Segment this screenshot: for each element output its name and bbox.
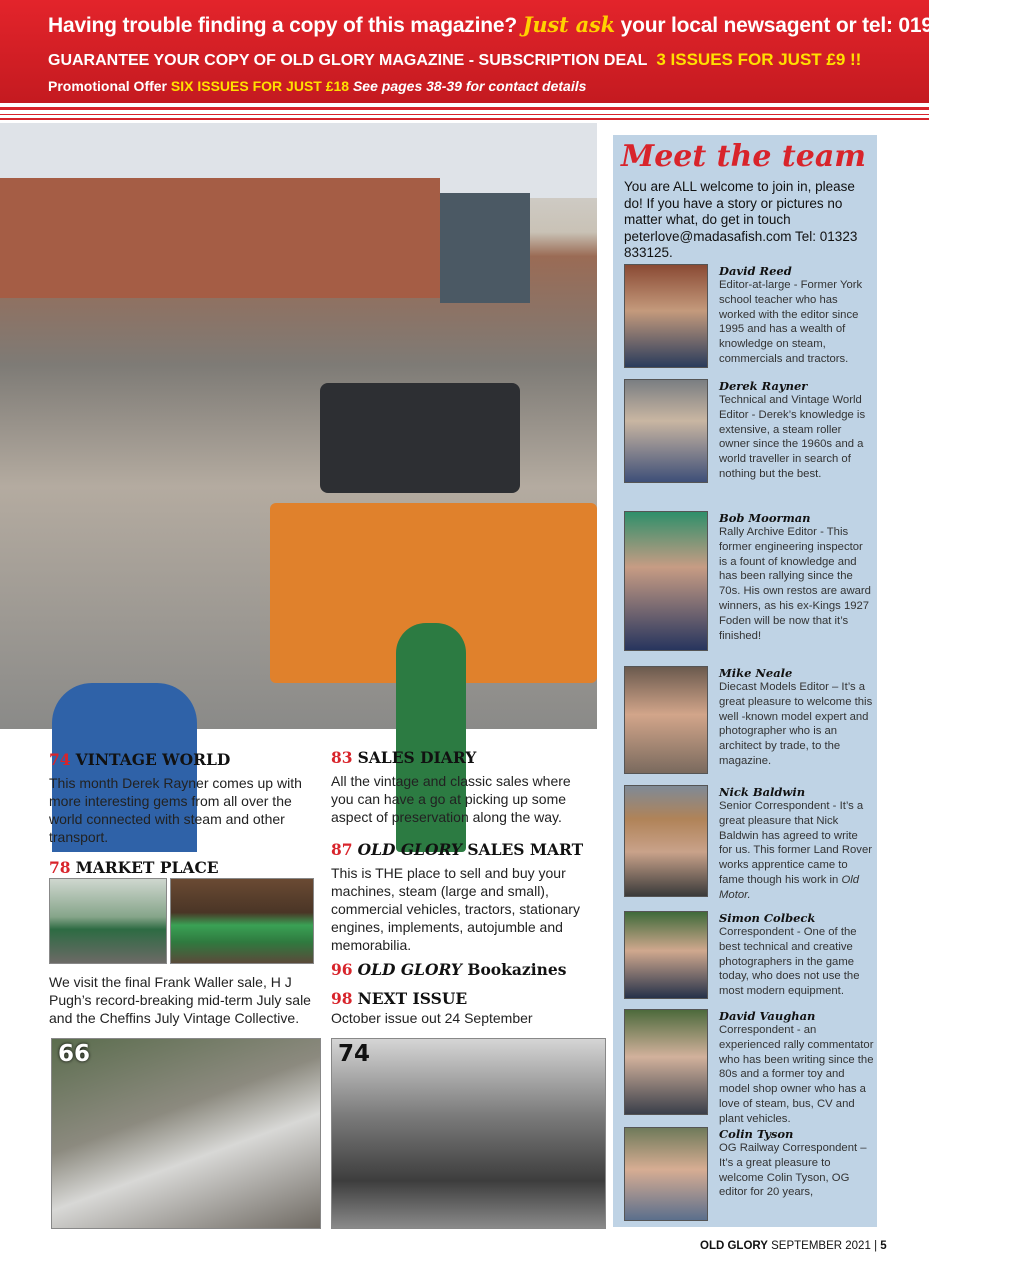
banner-promo-label: Promotional Offer bbox=[48, 78, 168, 94]
photo-historic-steam-crew bbox=[331, 1038, 606, 1229]
member-name: Derek Rayner bbox=[719, 379, 808, 393]
divider bbox=[0, 107, 929, 110]
section-heading bbox=[49, 750, 319, 769]
member-name: Simon Colbeck bbox=[719, 911, 816, 925]
section-heading bbox=[331, 989, 596, 1008]
contents-bookazines bbox=[331, 960, 596, 979]
member-name: Mike Neale bbox=[719, 666, 793, 680]
page-folio bbox=[700, 1240, 887, 1252]
member-name: Colin Tyson bbox=[719, 1127, 794, 1141]
section-title: NEXT ISSUE bbox=[357, 989, 468, 1008]
section-text: All the vintage and classic sales where you can have a go at picking up some aspect of preservation along the way. bbox=[331, 773, 571, 825]
member-desc: Correspondent - an experienced rally commentator who has been writing since the 80s and a former toy and model shop owner who has a love of steam, bus, CV and plant vehicles. bbox=[719, 1024, 874, 1125]
page-number: 96 bbox=[331, 960, 353, 979]
page-number: 74 bbox=[49, 750, 71, 769]
member-info bbox=[719, 785, 874, 903]
page-badge: 66 bbox=[58, 1041, 91, 1067]
section-title: MARKET PLACE bbox=[75, 858, 219, 877]
member-photo bbox=[624, 666, 708, 774]
section-text: We visit the final Frank Waller sale, H J Pugh’s record-breaking mid-term July sale and the Cheffins July Vintage Collective. bbox=[49, 974, 311, 1026]
banner-promo-ref: See pages 38-39 for contact details bbox=[352, 78, 587, 94]
magazine-name: OLD GLORY bbox=[357, 960, 462, 979]
banner-just-ask: Just ask bbox=[522, 12, 616, 37]
photo-green-lorry bbox=[49, 878, 167, 964]
photo-model-locomotive bbox=[170, 878, 314, 964]
member-desc: Correspondent - One of the best technical and creative photographers in the game today, who does not use the most modern equipment. bbox=[719, 926, 860, 998]
divider bbox=[0, 118, 929, 120]
member-desc: Technical and Vintage World Editor - Derek’s knowledge is extensive, a steam roller owner since the 1960s and a world traveller in search of nothing but the best. bbox=[719, 394, 866, 480]
member-name: Bob Moorman bbox=[719, 511, 811, 525]
member-photo bbox=[624, 911, 708, 999]
contents-market-place bbox=[49, 858, 319, 877]
member-info bbox=[719, 666, 874, 769]
subscription-banner bbox=[0, 0, 1030, 103]
banner-promo-deal: SIX ISSUES FOR JUST £18 bbox=[170, 78, 350, 94]
banner-guarantee: GUARANTEE YOUR COPY OF OLD GLORY MAGAZINE - SUBSCRIPTION DEAL bbox=[48, 52, 648, 69]
folio-separator: | bbox=[874, 1240, 878, 1252]
member-photo bbox=[624, 1127, 708, 1221]
page-number: 83 bbox=[331, 748, 353, 767]
page-number: 87 bbox=[331, 840, 353, 859]
member-photo bbox=[624, 785, 708, 897]
member-photo bbox=[624, 1009, 708, 1115]
photo-miniature-railway bbox=[51, 1038, 321, 1229]
member-name: David Vaughan bbox=[719, 1009, 816, 1023]
banner-line-newsagent bbox=[48, 12, 1030, 38]
section-text: This month Derek Rayner comes up with more interesting gems from all over the world connected with steam and other transport. bbox=[49, 775, 302, 845]
member-desc: Diecast Models Editor – It’s a great pleasure to welcome this well -known model expert and photographer who is an architect by trade, to the magazine. bbox=[719, 681, 873, 767]
banner-line-subscription bbox=[48, 50, 861, 70]
section-text: October issue out 24 September bbox=[331, 1010, 533, 1026]
hero-photo-steam-rally bbox=[0, 123, 597, 729]
photo-steam-roller bbox=[320, 383, 520, 493]
banner-text: Having trouble finding a copy of this magazine? bbox=[48, 14, 517, 37]
contents-vintage-world bbox=[49, 750, 319, 846]
section-title: VINTAGE WORLD bbox=[75, 750, 231, 769]
section-heading bbox=[331, 840, 596, 859]
member-desc-text: Senior Correspondent - It’s a great pleasure that Nick Baldwin has agreed to write for us. This former Land Rover works apprentice came to fame though his work in bbox=[719, 800, 872, 886]
page-number: 98 bbox=[331, 989, 353, 1008]
section-heading bbox=[49, 858, 319, 877]
member-photo bbox=[624, 379, 708, 483]
publication-name: Old Motor. bbox=[719, 873, 860, 901]
magazine-name: OLD GLORY bbox=[357, 840, 462, 859]
folio-magazine: OLD GLORY bbox=[700, 1240, 768, 1252]
photo-building bbox=[0, 178, 440, 298]
member-desc: OG Railway Correspondent – It’s a great pleasure to welcome Colin Tyson, OG editor for 20 years, bbox=[719, 1142, 867, 1199]
member-info bbox=[719, 511, 874, 643]
folio-page-number: 5 bbox=[880, 1240, 887, 1252]
member-name: David Reed bbox=[719, 264, 792, 278]
member-photo bbox=[624, 511, 708, 651]
section-text: This is THE place to sell and buy your machines, steam (large and small), commercial vehicles, tractors, stationary engines, implements, autojumble and memorabilia. bbox=[331, 865, 580, 953]
member-info bbox=[719, 379, 874, 482]
banner-deal: 3 ISSUES FOR JUST £9 !! bbox=[656, 50, 862, 69]
member-info bbox=[719, 911, 874, 999]
contents-sales-diary bbox=[331, 748, 596, 826]
section-title: Bookazines bbox=[467, 960, 567, 979]
member-desc bbox=[719, 799, 874, 903]
team-title: Meet the team bbox=[621, 139, 867, 174]
contents-next-issue bbox=[331, 989, 596, 1027]
section-title: SALES MART bbox=[467, 840, 584, 859]
member-photo bbox=[624, 264, 708, 368]
banner-phone: your local newsagent or tel: 01959 541444 bbox=[620, 14, 1030, 37]
contents-market-place-text bbox=[49, 968, 319, 1027]
section-title: SALES DIARY bbox=[357, 748, 477, 767]
member-info bbox=[719, 264, 874, 367]
member-desc: Rally Archive Editor - This former engineering inspector is a fount of knowledge and has been rallying since the 70s. His own restos are award winners, as his ex-Kings 1927 Foden will be now that it’s finished! bbox=[719, 526, 871, 642]
page-number: 78 bbox=[49, 858, 71, 877]
photo-building bbox=[440, 193, 530, 303]
member-desc: Editor-at-large - Former York school teacher who has worked with the editor since 1995 and has a wealth of knowledge on steam, commercials and tractors. bbox=[719, 279, 863, 365]
folio-issue: SEPTEMBER 2021 bbox=[771, 1240, 871, 1252]
team-intro: You are ALL welcome to join in, please do! If you have a story or pictures no matter what, do get in touch peterlove@madasafish.com Tel: 01323 833125. bbox=[624, 179, 858, 260]
section-heading bbox=[331, 748, 596, 767]
meet-the-team-panel bbox=[613, 135, 877, 1227]
divider bbox=[0, 114, 929, 115]
page-badge: 74 bbox=[338, 1041, 371, 1067]
member-info bbox=[719, 1127, 874, 1200]
contents-sales-mart bbox=[331, 840, 596, 954]
banner-line-promo bbox=[48, 78, 586, 94]
section-heading bbox=[331, 960, 596, 979]
member-name: Nick Baldwin bbox=[719, 785, 806, 799]
member-info bbox=[719, 1009, 874, 1127]
